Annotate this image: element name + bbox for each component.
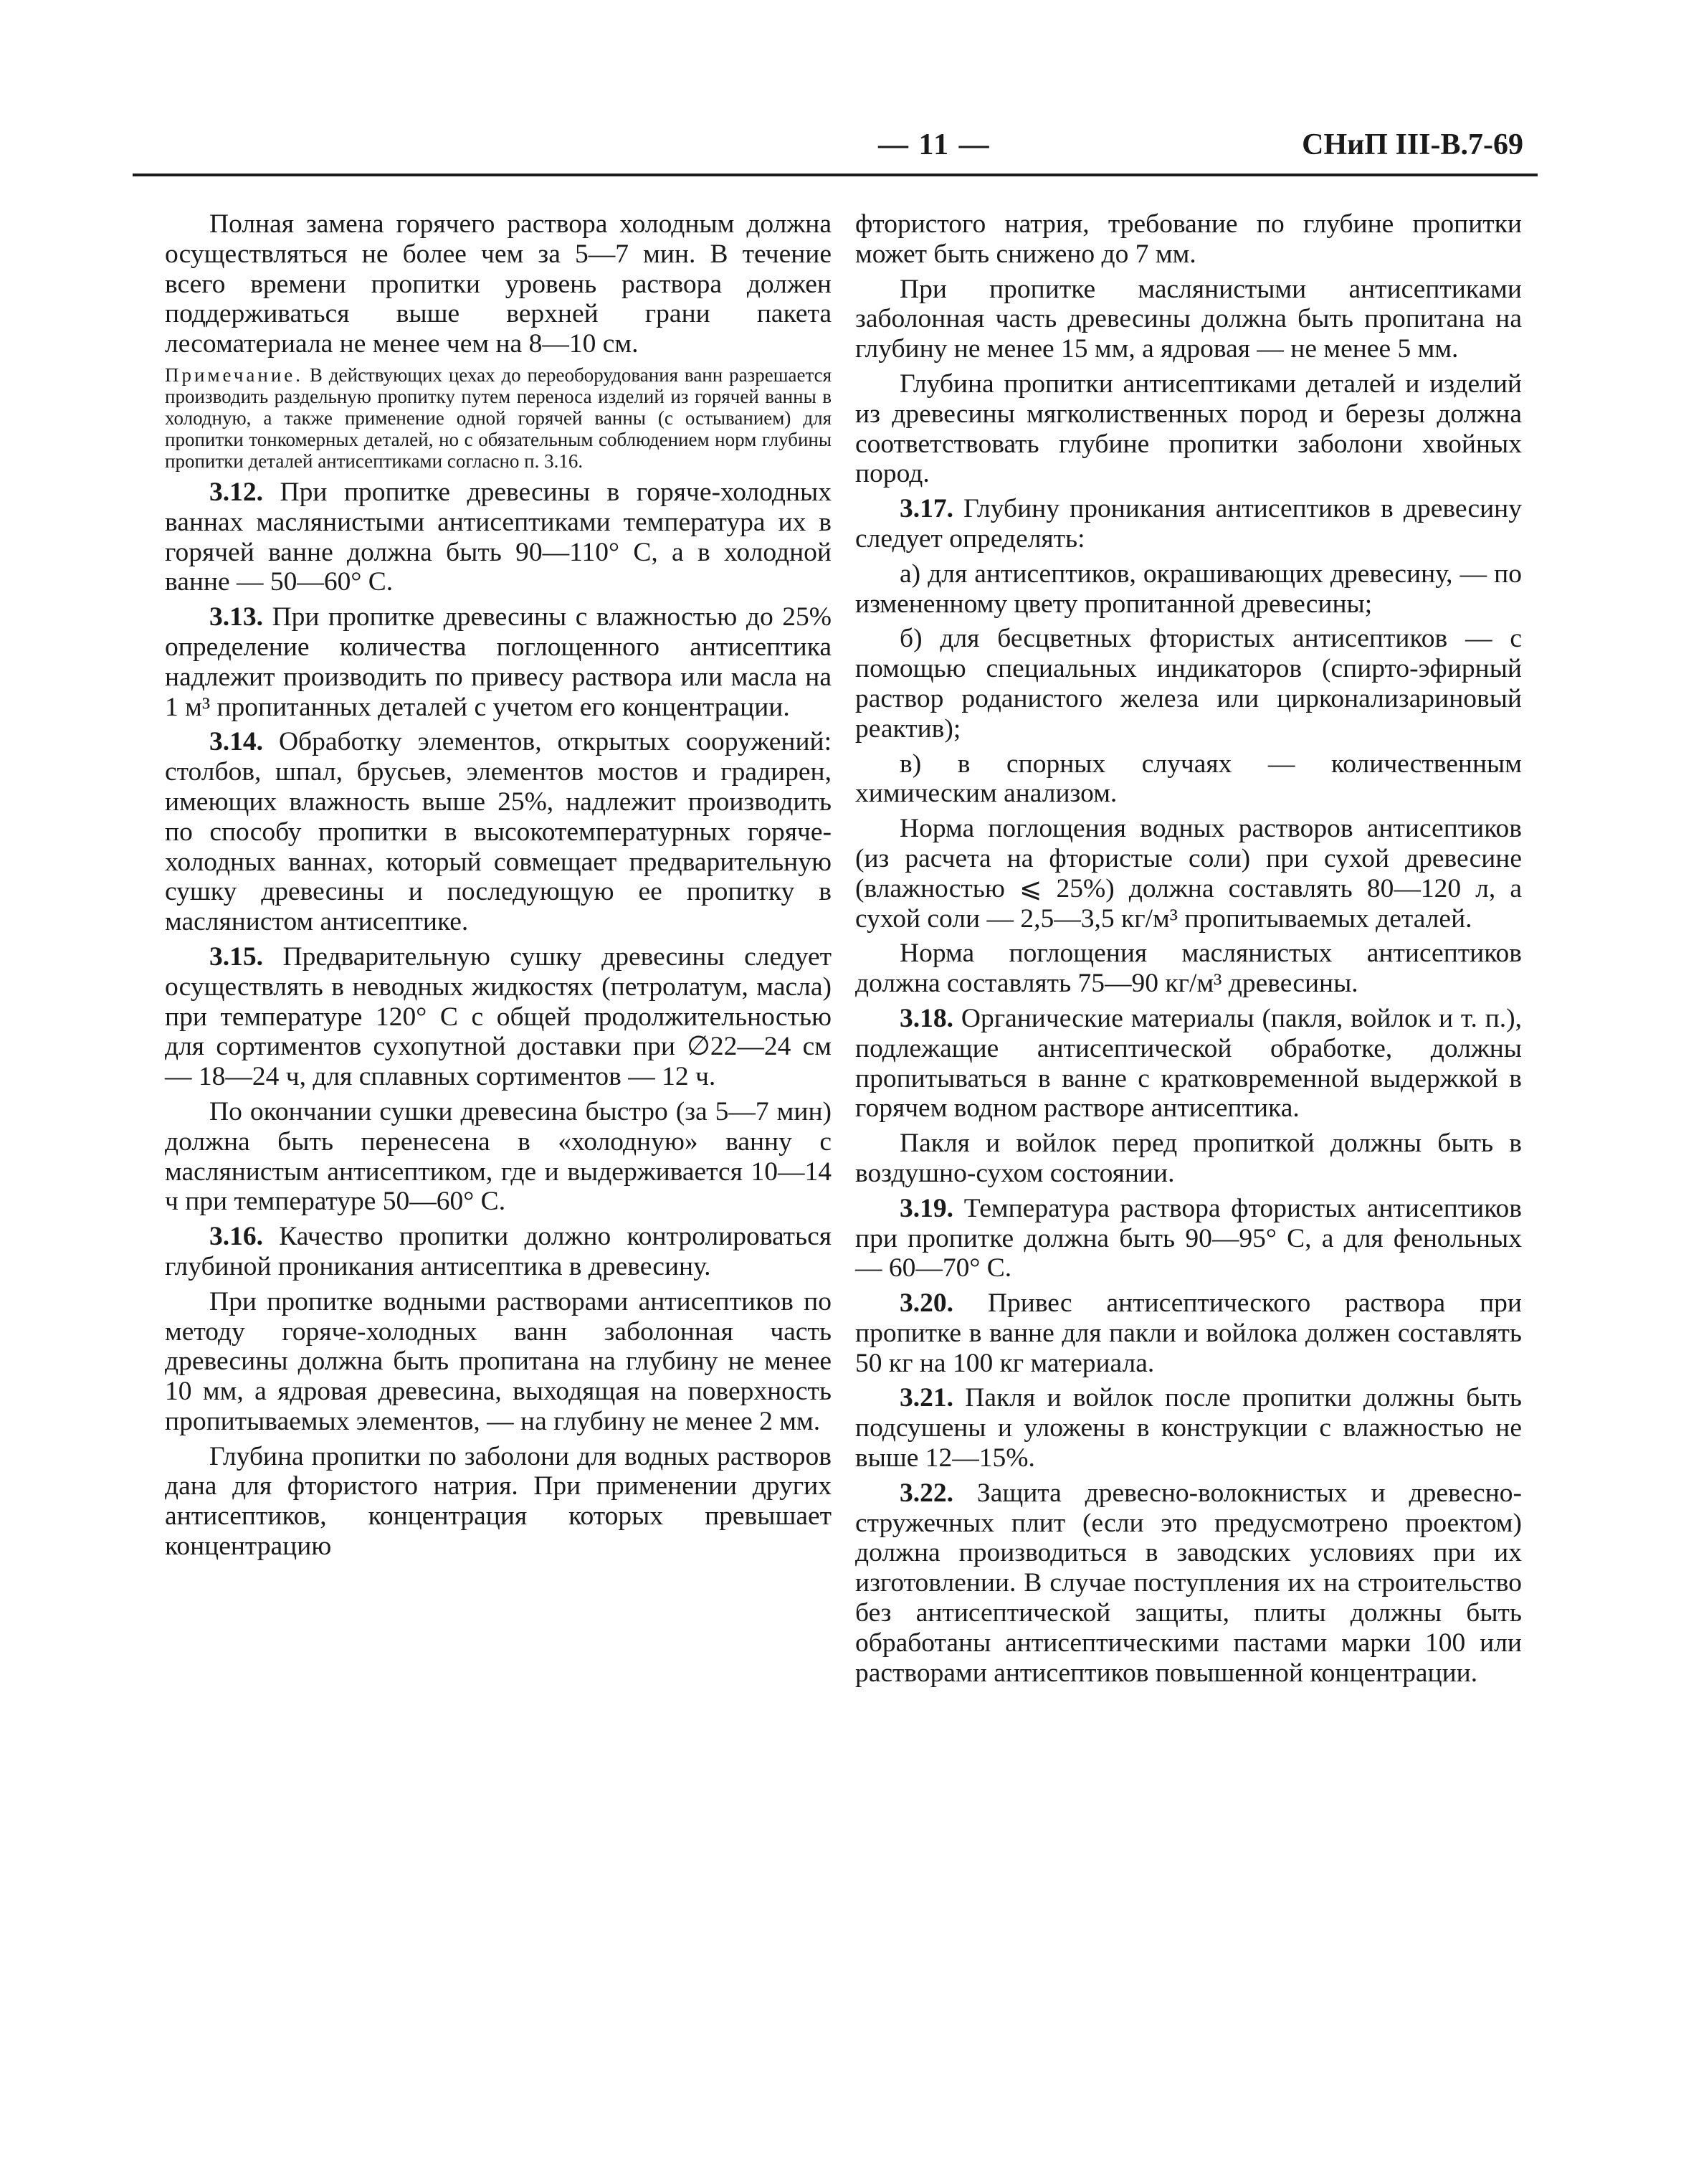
- section-text: При пропитке древесины с влажностью до 25% определение количества поглощенного антисептика надлежит производить по привесу раствора или масла на 1 м³ пропитанных деталей с учетом его концентрации.: [165, 602, 832, 722]
- right-column: [855, 209, 1522, 1693]
- page-header: [133, 122, 1538, 172]
- section-number: 3.15.: [209, 941, 263, 972]
- section-number: 3.19.: [900, 1193, 953, 1223]
- note: [165, 364, 832, 472]
- section-3-21: [855, 1383, 1522, 1473]
- section-text: Температура раствора фтористых антисептиков при пропитке должна быть 90—95° С, а для фенольных — 60—70° С.: [855, 1193, 1522, 1283]
- section-text: Органические материалы (пакля, войлок и т. п.), подлежащие антисептической обработке, должны пропитываться в ванне с кратковременной выдержкой в горячем водном растворе антисептика.: [855, 1003, 1522, 1124]
- paragraph-norm-oil: Норма поглощения маслянистых антисептиков должна составлять 75—90 кг/м³ древесины.: [855, 939, 1522, 999]
- section-text: Защита древесно-волокнистых и древесно-стружечных плит (если это предусмотрено проектом) должна производиться в заводских условиях при их изготовлении. В случае поступления их на строительство без антисептической защиты, плиты должны быть обработаны антисептическими пастами марки 100 или растворами антисептиков повышенной концентрации.: [855, 1478, 1523, 1688]
- section-text: Привес антисептического раствора при пропитке в ванне для пакли и войлока должен составлять 50 кг на 100 кг материала.: [855, 1288, 1522, 1378]
- section-text: Качество пропитки должно контролироваться глубиной проникания антисептика в древесину.: [165, 1222, 832, 1281]
- section-3-16: [165, 1222, 832, 1282]
- section-number: 3.14.: [209, 727, 263, 757]
- section-3-19: [855, 1194, 1522, 1283]
- section-text: При пропитке древесины в горяче-холодных ваннах маслянистыми антисептиками температура их в горячей ванне должна быть 90—110° С, а в холодной ванне — 50—60° С.: [165, 477, 832, 597]
- section-3-22: [855, 1478, 1522, 1689]
- paragraph-softwood-depth: Глубина пропитки антисептиками деталей и изделий из древесины мягколиственных пород и березы должна соответствовать глубине пропитки заболони хвойных пород.: [855, 369, 1522, 489]
- section-number: 3.12.: [209, 477, 263, 507]
- paragraph-sapwood-depth: Глубина пропитки по заболони для водных растворов дана для фтористого натрия. При применении других антисептиков, концентрация которых превышает концентрацию: [165, 1441, 832, 1562]
- section-3-17: [855, 494, 1522, 554]
- paragraph-cold-solution-replacement: Полная замена горячего раствора холодным должна осуществляться не более чем за 5—7 мин. В течение всего времени пропитки уровень раствора должен поддерживаться выше верхней грани пакета лесоматериала не менее чем на 8—10 см.: [165, 209, 832, 359]
- section-number: 3.21.: [900, 1383, 953, 1413]
- list-item-a: а) для антисептиков, окрашивающих древесину, — по измененному цвету пропитанной древесины;: [855, 559, 1522, 619]
- note-body: В действующих цехах до переоборудования ванн разрешается производить раздельную пропитку путем переноса изделий из горячей ванны в холодную, а также применение одной горячей ванны (с остыванием) для пропитки тонкомерных деталей, но с обязательным соблюдением норм глубины пропитки деталей антисептиками согласно п. 3.16.: [165, 364, 832, 472]
- note-heading: Примечание.: [165, 364, 304, 386]
- paragraph-oily-antiseptics: При пропитке маслянистыми антисептиками заболонная часть древесины должна быть пропитана на глубину не менее 15 мм, а ядровая — не менее 5 мм.: [855, 274, 1522, 364]
- paragraph-tow-felt: Пакля и войлок перед пропиткой должны быть в воздушно-сухом состоянии.: [855, 1129, 1522, 1188]
- page-number: — 11 —: [878, 128, 991, 161]
- section-text: Глубину проникания антисептиков в древесину следует определять:: [855, 494, 1523, 554]
- section-text: Предварительную сушку древесины следует осуществлять в неводных жидкостях (петролатум, масла) при температуре 120° С с общей продолжительностью для сортиментов сухопутной доставки при ∅22—24 см — 18—24 ч, для сплавных сортиментов — 12 ч.: [165, 941, 832, 1092]
- section-text: Пакля и войлок после пропитки должны быть подсушены и уложены в конструкции с влажностью не выше 12—15%.: [855, 1383, 1523, 1473]
- section-3-20: [855, 1288, 1522, 1378]
- list-item-c: в) в спорных случаях — количественным химическим анализом.: [855, 749, 1522, 809]
- section-number: 3.20.: [900, 1288, 953, 1319]
- section-number: 3.13.: [209, 602, 263, 632]
- paragraph-norm-water: Норма поглощения водных растворов антисептиков (из расчета на фтористые соли) при сухой древесине (влажностью ⩽ 25%) должна составлять 80—120 л, а сухой соли — 2,5—3,5 кг/м³ пропитываемых деталей.: [855, 814, 1522, 934]
- section-number: 3.18.: [900, 1003, 953, 1033]
- left-column: [165, 209, 832, 1567]
- paragraph-water-solutions: При пропитке водными растворами антисептиков по методу горяче-холодных ванн заболонная часть древесины должна быть пропитана на глубину не менее 10 мм, а ядровая древесина, выходящая на поверхность пропитываемых элементов, — на глубину не менее 2 мм.: [165, 1286, 832, 1436]
- paragraph-after-drying: По окончании сушки древесина быстро (за 5—7 мин) должна быть перенесена в «холодную» ванну с маслянистым антисептиком, где и выдерживается 10—14 ч при температуре 50—60° С.: [165, 1096, 832, 1217]
- document-code: СНиП III-В.7-69: [1302, 128, 1523, 161]
- section-text: Обработку элементов, открытых сооружений: столбов, шпал, брусьев, элементов мостов и градирен, имеющих влажность выше 25%, надлежит производить по способу пропитки в высокотемпературных горяче-холодных ваннах, который совмещает предварительную сушку древесины и последующую ее пропитку в маслянистом антисептике.: [165, 727, 832, 937]
- header-rule: [133, 174, 1538, 176]
- section-number: 3.22.: [900, 1478, 953, 1508]
- section-3-18: [855, 1004, 1522, 1124]
- section-3-13: [165, 602, 832, 722]
- list-item-b: б) для бесцветных фтористых антисептиков — с помощью специальных индикаторов (спирто-эфирный раствор роданистого железа или цирконализариновый реактив);: [855, 624, 1522, 744]
- section-3-15: [165, 942, 832, 1092]
- section-number: 3.16.: [209, 1222, 263, 1252]
- section-number: 3.17.: [900, 494, 953, 524]
- paragraph-sapwood-depth-continued: фтористого натрия, требование по глубине пропитки может быть снижено до 7 мм.: [855, 209, 1522, 269]
- section-3-14: [165, 727, 832, 937]
- section-3-12: [165, 478, 832, 597]
